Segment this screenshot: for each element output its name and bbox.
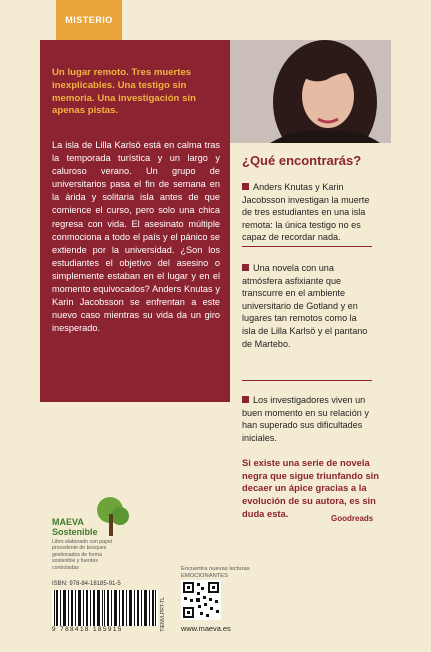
bullet-square-icon: [242, 264, 249, 271]
divider: [242, 380, 372, 381]
side-code: TIENVLPRT-TL: [160, 597, 166, 632]
highlight-item: [242, 262, 372, 350]
review-source: Goodreads: [331, 514, 374, 523]
barcode-icon: [52, 590, 158, 626]
lecturas-text: Encuentra nuevas lecturas EMOCIONANTES: [181, 566, 250, 579]
bullet-square-icon: [242, 183, 249, 190]
review-quote: Si existe una serie de novela negra que sigue triunfando sin decaer un ápice gracias a la evolución de su autora, es sin duda esta.: [242, 457, 379, 519]
bullet-square-icon: [242, 396, 249, 403]
brand-line2: Sostenible: [52, 527, 98, 537]
barcode-number: 9 788418 185915: [52, 626, 123, 633]
highlights-title: ¿Qué encontrarás?: [242, 153, 362, 168]
highlight-text: Anders Knutas y Karin Jacobsson investigan la muerte de tres estudiantes en una isla remota: la única testigo no es capaz de recordar nada.: [242, 182, 370, 243]
synopsis-text: La isla de Lilla Karlsö está en calma tras la temporada turística y un largo y caluroso verano. Un grupo de universitarios pasa el fin de semana en la árida y solitaria isla antes de que comience el curso, pero solo una chica regresa con vida. El asesinato múltiple conmociona a todo el país y el pánico se extiende por la universidad. ¿Son los estudiantes el objetivo del asesino o simplemente estaban en el lugar y en el momento equivocados? Anders Knutas y Karin Jacobsson se enfrentan a este nuevo caso mientras su vida da un giro inesperado.: [52, 140, 220, 334]
sustainability-note: Libro elaborado con papel procedente de bosques gestionados de forma sostenible y fuentes controladas: [52, 539, 112, 571]
genre-label: MISTERIO: [56, 0, 122, 40]
divider: [242, 246, 372, 247]
highlight-text: Los investigadores viven un buen momento en su relación y han superado sus dificultades iniciales.: [242, 395, 369, 443]
tagline: Un lugar remoto. Tres muertes inexplicables. Una testigo sin memoria. Una investigación sin apenas pistas.: [52, 67, 196, 117]
isbn: ISBN: 978-84-18185-91-5: [52, 581, 121, 587]
brand-line1: MAEVA: [52, 517, 84, 527]
highlight-item: [242, 394, 372, 444]
publisher-brand: [52, 517, 98, 537]
highlight-text: Una novela con una atmósfera asfixiante que transcurre en el ambiente universitario de Gotland y en lugares tan remotos como la isla de Lilla Karlsö y el pantano de Martebo.: [242, 263, 368, 349]
publisher-url[interactable]: www.maeva.es: [181, 624, 231, 633]
author-photo: [230, 40, 391, 143]
qr-code-icon[interactable]: [181, 580, 221, 620]
highlight-item: [242, 181, 372, 244]
